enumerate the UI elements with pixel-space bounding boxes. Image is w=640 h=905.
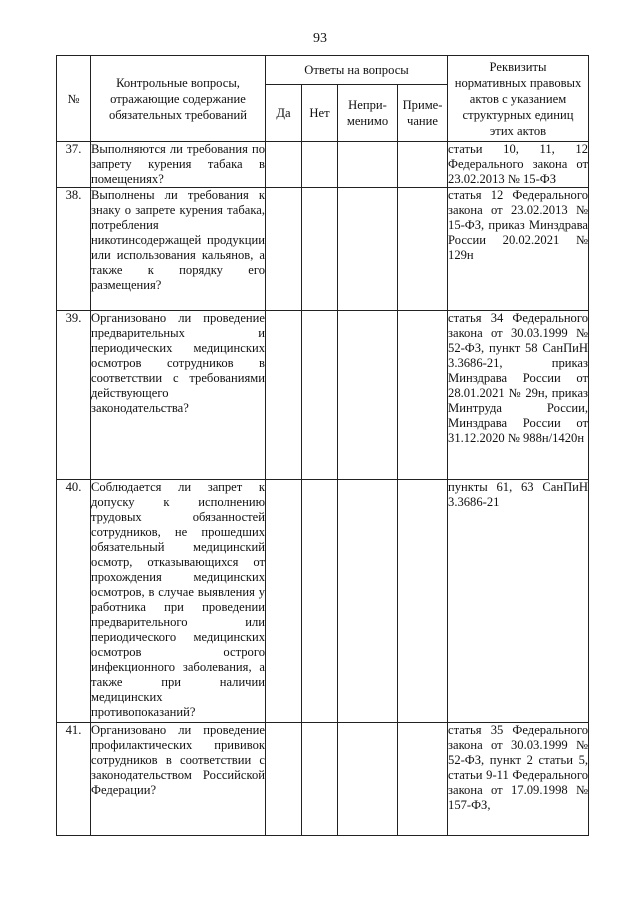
row-number: 38.	[57, 188, 91, 311]
answer-no-cell[interactable]	[302, 142, 338, 188]
header-answers: Ответы на вопросы	[266, 56, 448, 85]
row-question: Соблюдается ли запрет к допуску к исполнению трудовых обязанностей сотрудников, не прошедших обязательный медицинский осмотр, отказывающихся от прохождения медицинских осмотров, в случае выявления у работника при проведении предварительного или периодического медицинских осмотров острого инфекционного заболевания, а также при наличии медицинских противопоказаний?	[91, 480, 266, 723]
answer-note-cell[interactable]	[398, 723, 448, 836]
row-requisites: статья 35 Федерального закона от 30.03.1999 № 52-ФЗ, пункт 2 статьи 5, статьи 9-11 Федерального закона от 17.09.1998 № 157-ФЗ,	[448, 723, 589, 836]
table-row	[57, 311, 589, 480]
answer-yes-cell[interactable]	[266, 142, 302, 188]
answer-no-cell[interactable]	[302, 311, 338, 480]
answer-yes-cell[interactable]	[266, 188, 302, 311]
checklist-table	[56, 55, 589, 836]
answer-yes-cell[interactable]	[266, 480, 302, 723]
answer-no-cell[interactable]	[302, 188, 338, 311]
answer-yes-cell[interactable]	[266, 311, 302, 480]
header-note: Приме-чание	[398, 85, 448, 142]
row-number: 37.	[57, 142, 91, 188]
header-questions: Контрольные вопросы, отражающие содержание обязательных требований	[91, 56, 266, 142]
answer-not-applicable-cell[interactable]	[338, 311, 398, 480]
answer-not-applicable-cell[interactable]	[338, 723, 398, 836]
answer-not-applicable-cell[interactable]	[338, 188, 398, 311]
table-row	[57, 480, 589, 723]
row-question: Выполнены ли требования к знаку о запрете курения табака, потребления никотинсодержащей продукции или использования кальянов, а также к порядку его размещения?	[91, 188, 266, 311]
row-requisites: пункты 61, 63 СанПиН 3.3686-21	[448, 480, 589, 723]
header-no: Нет	[302, 85, 338, 142]
row-number: 40.	[57, 480, 91, 723]
answer-no-cell[interactable]	[302, 480, 338, 723]
answer-yes-cell[interactable]	[266, 723, 302, 836]
row-requisites: статья 34 Федерального закона от 30.03.1999 № 52-ФЗ, пункт 58 СанПиН 3.3686-21, приказ Минздрава России от 28.01.2021 № 29н, приказ Минтруда России, Минздрава России от 31.12.2020 № 988н/1420н	[448, 311, 589, 480]
header-requisites: Реквизиты нормативных правовых актов с указанием структурных единиц этих актов	[448, 56, 589, 142]
header-number: №	[57, 56, 91, 142]
page-number: 93	[313, 31, 327, 46]
row-question: Организовано ли проведение профилактических прививок сотрудников в соответствии с законодательством Российской Федерации?	[91, 723, 266, 836]
table-row	[57, 188, 589, 311]
row-number: 39.	[57, 311, 91, 480]
table-row	[57, 142, 589, 188]
answer-note-cell[interactable]	[398, 188, 448, 311]
header-yes: Да	[266, 85, 302, 142]
answer-note-cell[interactable]	[398, 311, 448, 480]
row-requisites: статьи 10, 11, 12 Федерального закона от 23.02.2013 № 15-ФЗ	[448, 142, 589, 186]
answer-not-applicable-cell[interactable]	[338, 480, 398, 723]
header-not-applicable: Непри-менимо	[338, 85, 398, 142]
row-question: Организовано ли проведение предварительных и периодических медицинских осмотров сотрудников в соответствии с требованиями действующего законодательства?	[91, 311, 266, 480]
answer-note-cell[interactable]	[398, 480, 448, 723]
answer-no-cell[interactable]	[302, 723, 338, 836]
answer-note-cell[interactable]	[398, 142, 448, 188]
table-row	[57, 723, 589, 836]
row-question: Выполняются ли требования по запрету курения табака в помещениях?	[91, 142, 265, 186]
row-requisites: статья 12 Федерального закона от 23.02.2013 № 15-ФЗ, приказ Минздрава России 20.02.2021 № 129н	[448, 188, 589, 311]
answer-not-applicable-cell[interactable]	[338, 142, 398, 188]
row-number: 41.	[57, 723, 91, 836]
